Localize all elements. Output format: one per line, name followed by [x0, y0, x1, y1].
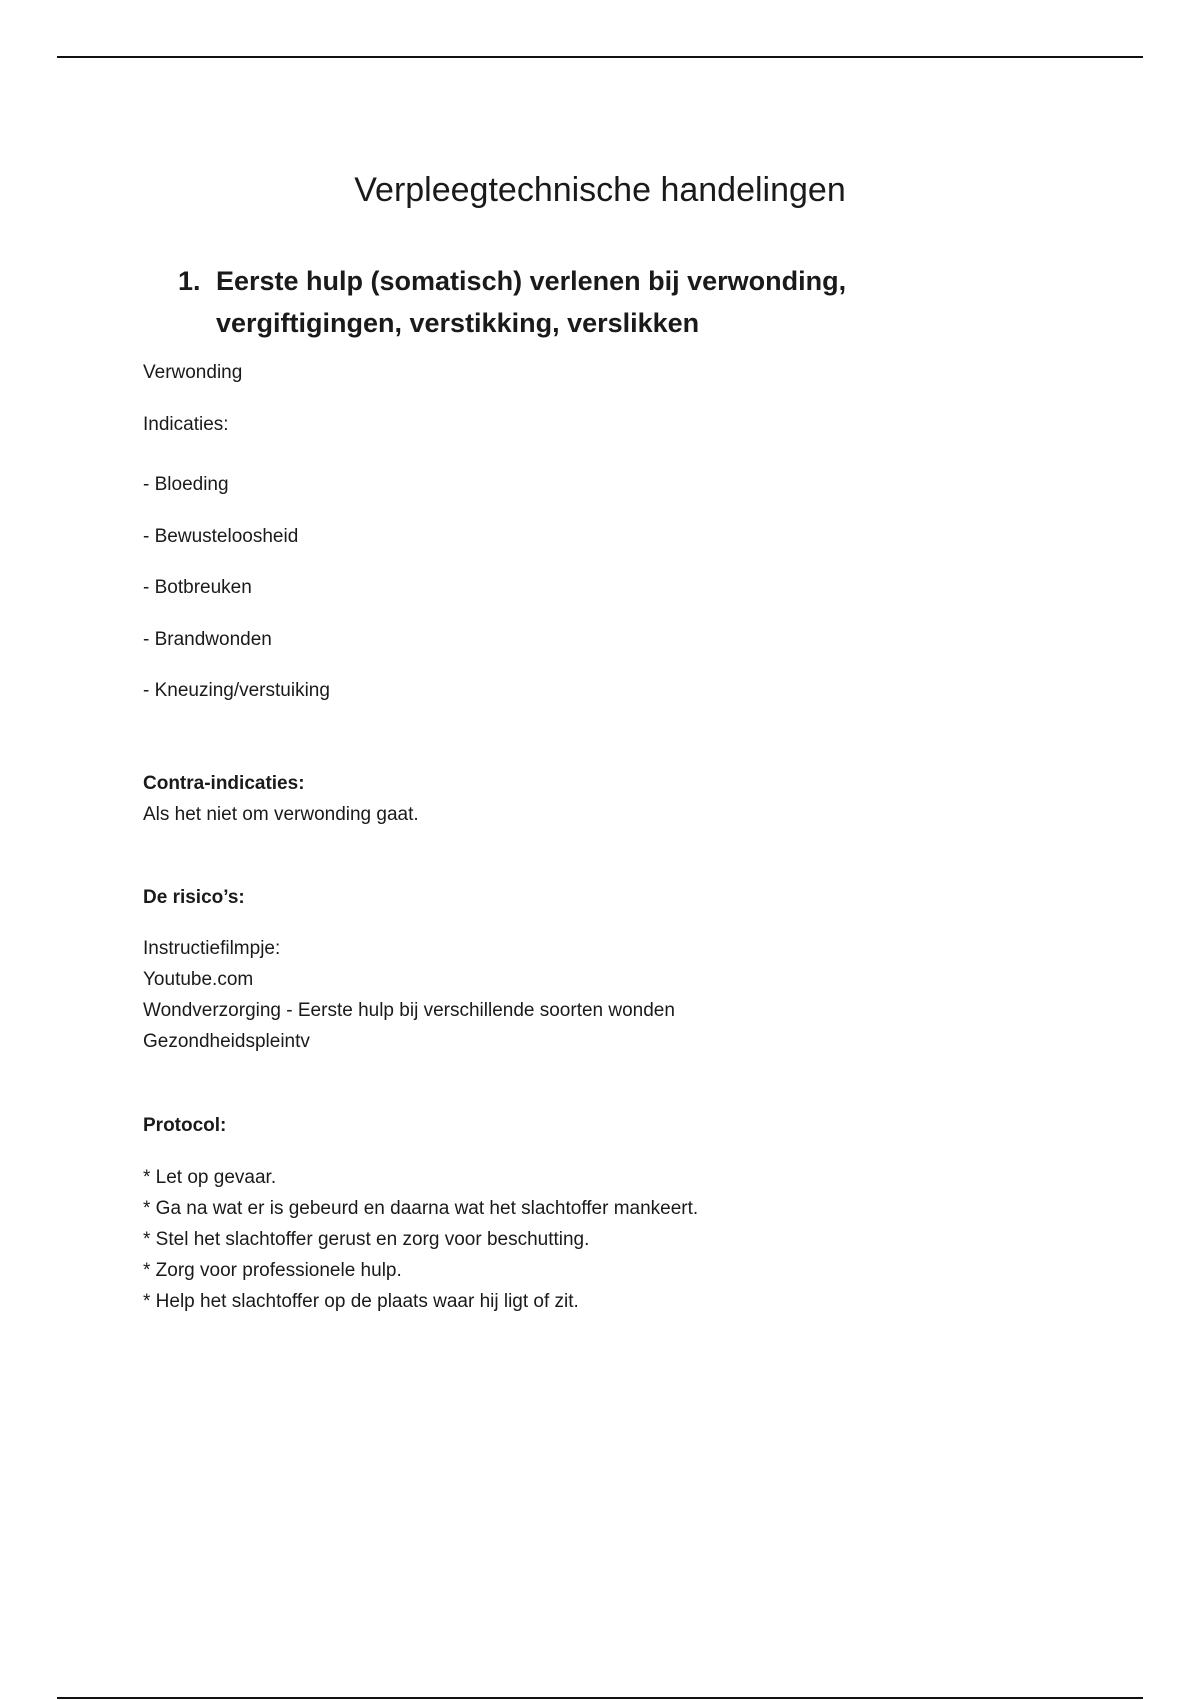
- contra-indications: [143, 768, 419, 830]
- indications-list: [143, 459, 330, 717]
- instruction-channel: Gezondheidspleintv: [143, 1031, 310, 1052]
- footer-rule: [57, 1697, 1143, 1699]
- header-rule: [57, 56, 1143, 58]
- instruction-label: Instructiefilmpje:: [143, 938, 281, 959]
- instruction-video: [143, 933, 675, 1057]
- section-number: 1.: [178, 266, 201, 296]
- list-item: - Bewusteloosheid: [143, 525, 299, 547]
- section-heading-text: [216, 260, 938, 344]
- section-heading-line-2: vergiftigingen, verstikking, verslikken: [216, 308, 700, 338]
- list-item: * Zorg voor professionele hulp.: [143, 1260, 402, 1281]
- document-title: Verpleegtechnische handelingen: [354, 170, 846, 209]
- list-item: * Let op gevaar.: [143, 1167, 277, 1188]
- contra-indications-label: Contra-indicaties:: [143, 773, 305, 794]
- section-heading: [178, 260, 938, 344]
- protocol-list: [143, 1162, 698, 1317]
- list-item: * Ga na wat er is gebeurd en daarna wat het slachtoffer mankeert.: [143, 1198, 699, 1219]
- section-heading-line-1: Eerste hulp (somatisch) verlenen bij verwonding,: [216, 266, 847, 296]
- list-item: * Help het slachtoffer op de plaats waar hij ligt of zit.: [143, 1291, 579, 1312]
- protocol-label: Protocol:: [143, 1115, 227, 1136]
- list-item: - Bloeding: [143, 474, 229, 495]
- indications-label: Indicaties:: [143, 414, 229, 435]
- contra-indications-text: Als het niet om verwonding gaat.: [143, 804, 419, 825]
- subtitle-verwonding: Verwonding: [143, 362, 243, 383]
- instruction-video-title: Wondverzorging - Eerste hulp bij verschillende soorten wonden: [143, 1000, 675, 1021]
- instruction-source: Youtube.com: [143, 969, 254, 990]
- list-item: - Botbreuken: [143, 577, 252, 598]
- list-item: * Stel het slachtoffer gerust en zorg voor beschutting.: [143, 1229, 590, 1250]
- list-item: - Brandwonden: [143, 628, 272, 650]
- risks-label: De risico’s:: [143, 887, 245, 908]
- list-item: - Kneuzing/verstuiking: [143, 680, 330, 701]
